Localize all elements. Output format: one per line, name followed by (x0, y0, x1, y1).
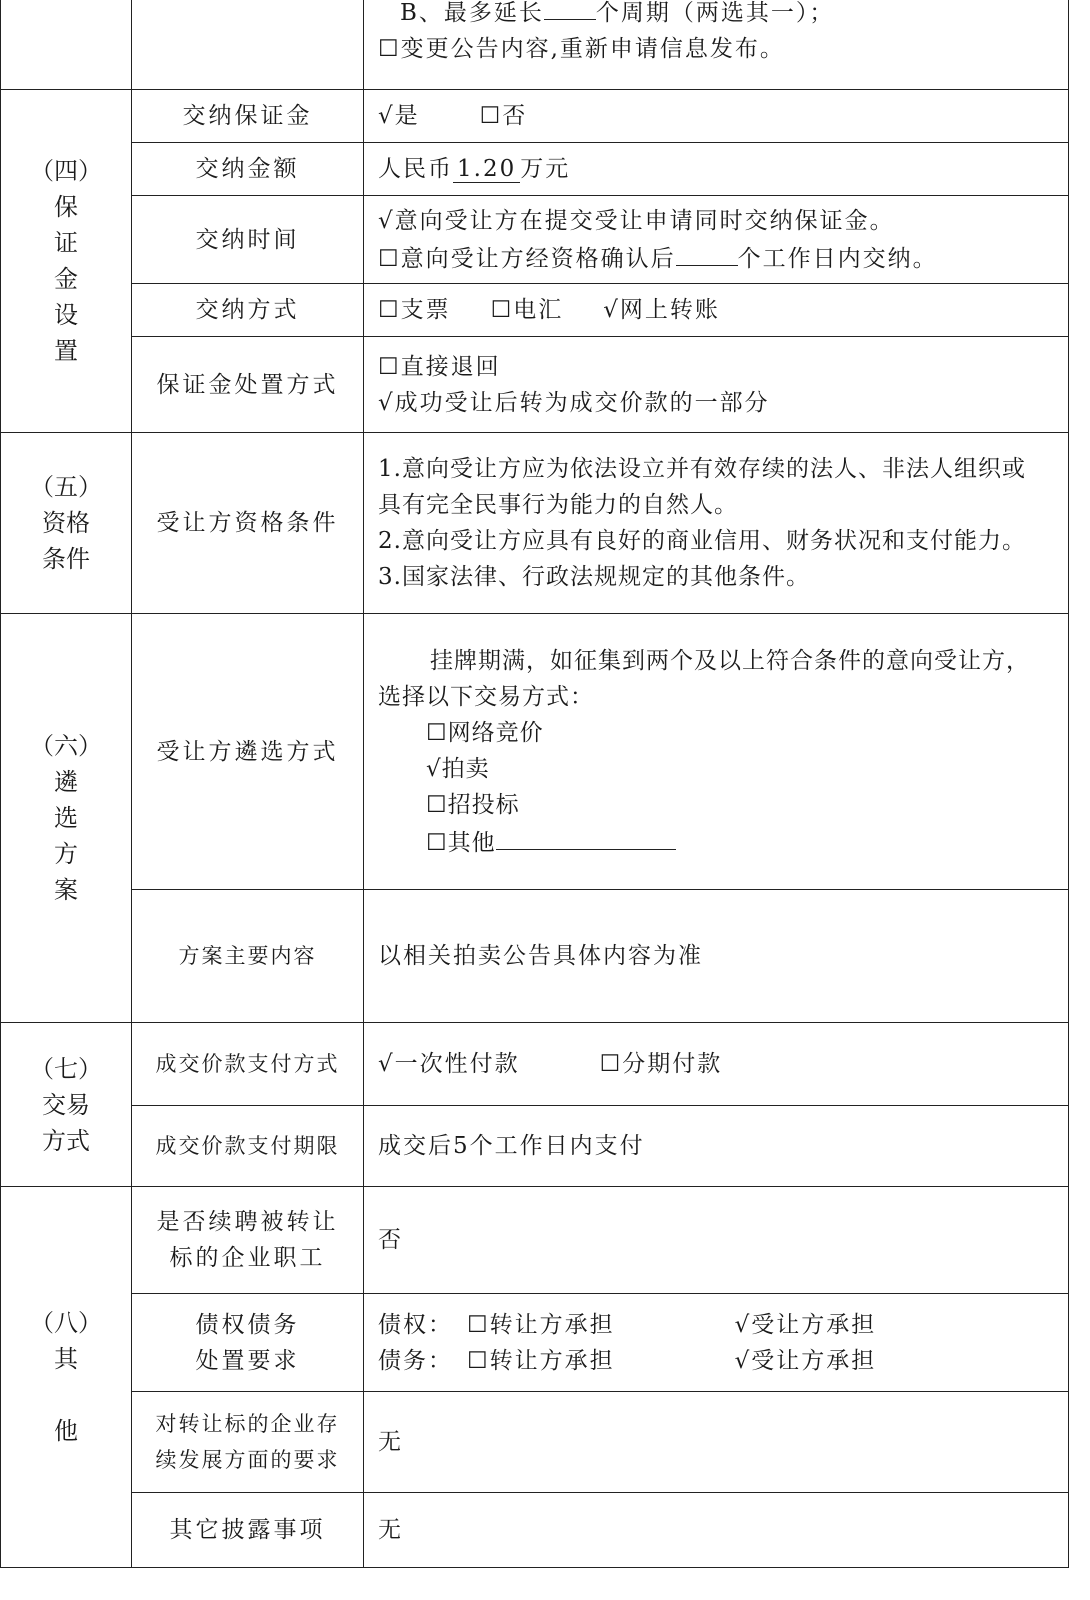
payment-method-value (364, 1023, 1069, 1106)
selection-method-value: 挂牌期满，如征集到两个及以上符合条件的意向受让方， 选择以下交易方式： ☐网络竞价 √拍卖 ☐招投标 ☐其他 (364, 614, 1069, 890)
plan-content-label: 方案主要内容 (132, 890, 364, 1023)
pay-time-option-1[interactable]: √意向受让方在提交受让申请同时交纳保证金。 (378, 207, 895, 234)
prev-label-cell (132, 0, 364, 90)
payment-term-value: 成交后5个工作日内支付 (364, 1106, 1069, 1187)
extend-blank (544, 0, 596, 20)
checkbox-no[interactable]: ☐否 (479, 103, 528, 129)
option-auction[interactable]: √拍卖 (426, 755, 490, 782)
section-8-title: （八） 其 他 (1, 1187, 132, 1568)
debt-transferor-option[interactable]: ☐转让方承担 (467, 1347, 615, 1374)
prev-section-cell (1, 0, 132, 90)
pay-deposit-label: 交纳保证金 (132, 90, 364, 143)
pay-method-label: 交纳方式 (132, 284, 364, 337)
checkbox-check[interactable]: ☐支票 (378, 297, 451, 323)
pay-method-value (364, 284, 1069, 337)
other-disclosure-label: 其它披露事项 (132, 1493, 364, 1568)
payment-method-label: 成交价款支付方式 (132, 1023, 364, 1106)
debt-transferee-option[interactable]: √受让方承担 (734, 1347, 877, 1374)
other-disclosure-value: 无 (364, 1493, 1069, 1568)
selection-method-label: 受让方遴选方式 (132, 614, 364, 890)
pay-time-label: 交纳时间 (132, 196, 364, 284)
option-online-bidding[interactable]: ☐网络竞价 (426, 719, 544, 746)
pay-time-value (364, 196, 1069, 284)
amount-number: 1.20 (453, 156, 520, 183)
option-other[interactable]: ☐其他 (378, 823, 1064, 861)
claim-transferor-option[interactable]: ☐转让方承担 (467, 1311, 615, 1338)
pay-time-option-2[interactable]: ☐意向受让方经资格确认后 个工作日内交纳。 (378, 239, 1064, 277)
option-installment[interactable]: ☐分期付款 (599, 1051, 723, 1077)
option-lump-sum[interactable]: √一次性付款 (378, 1051, 520, 1077)
checkbox-yes[interactable]: √是 (378, 103, 420, 129)
debt-disposal-label: 债权债务 处置要求 (132, 1294, 364, 1392)
rehire-label: 是否续聘被转让 标的企业职工 (132, 1187, 364, 1294)
plan-content-value: 以相关拍卖公告具体内容为准 (364, 890, 1069, 1023)
option-tender[interactable]: ☐招投标 (426, 791, 520, 818)
amount-value: 人民币 1.20 万元 (364, 143, 1069, 196)
section-4-title: （四） 保 证 金 设 置 (1, 90, 132, 433)
checkbox-wire[interactable]: ☐电汇 (490, 297, 564, 323)
section-5-title: （五） 资格 条件 (1, 433, 132, 614)
section-7-title: （七） 交易 方式 (1, 1023, 132, 1187)
qualification-label: 受让方资格条件 (132, 433, 364, 614)
qualification-value: 1.意向受让方应为依法设立并有效存续的法人、非法人组织或 具有完全民事行为能力的自然人。 2.意向受让方应具有良好的商业信用、财务状况和支付能力。 3.国家法律、行政法规规定的其他条件。 (364, 433, 1069, 614)
development-req-value: 无 (364, 1392, 1069, 1493)
payment-term-label: 成交价款支付期限 (132, 1106, 364, 1187)
debt-disposal-value: 债权： ☐转让方承担 √受让方承担 债务： ☐转让方承担 √受让方承担 (364, 1294, 1069, 1392)
disposal-option-convert[interactable]: √成功受让后转为成交价款的一部分 (378, 389, 770, 416)
deposit-disposal-label: 保证金处置方式 (132, 337, 364, 433)
pay-deposit-value (364, 90, 1069, 143)
prev-value-cell (364, 0, 1069, 90)
section-6-title: （六） 遴 选 方 案 (1, 614, 132, 1023)
development-req-label: 对转让标的企业存 续发展方面的要求 (132, 1392, 364, 1493)
deposit-disposal-value (364, 337, 1069, 433)
rehire-value: 否 (364, 1187, 1069, 1294)
disposal-option-refund[interactable]: ☐直接退回 (378, 353, 501, 380)
extend-option-suffix: 个周期（两选其一）； (595, 0, 835, 26)
amount-label: 交纳金额 (132, 143, 364, 196)
claim-transferee-option[interactable]: √受让方承担 (734, 1311, 877, 1338)
checkbox-online-transfer[interactable]: √网上转账 (603, 297, 720, 323)
extend-option-text: B、最多延长 (400, 0, 544, 26)
change-notice-option: ☐变更公告内容,重新申请信息发布。 (378, 36, 785, 62)
